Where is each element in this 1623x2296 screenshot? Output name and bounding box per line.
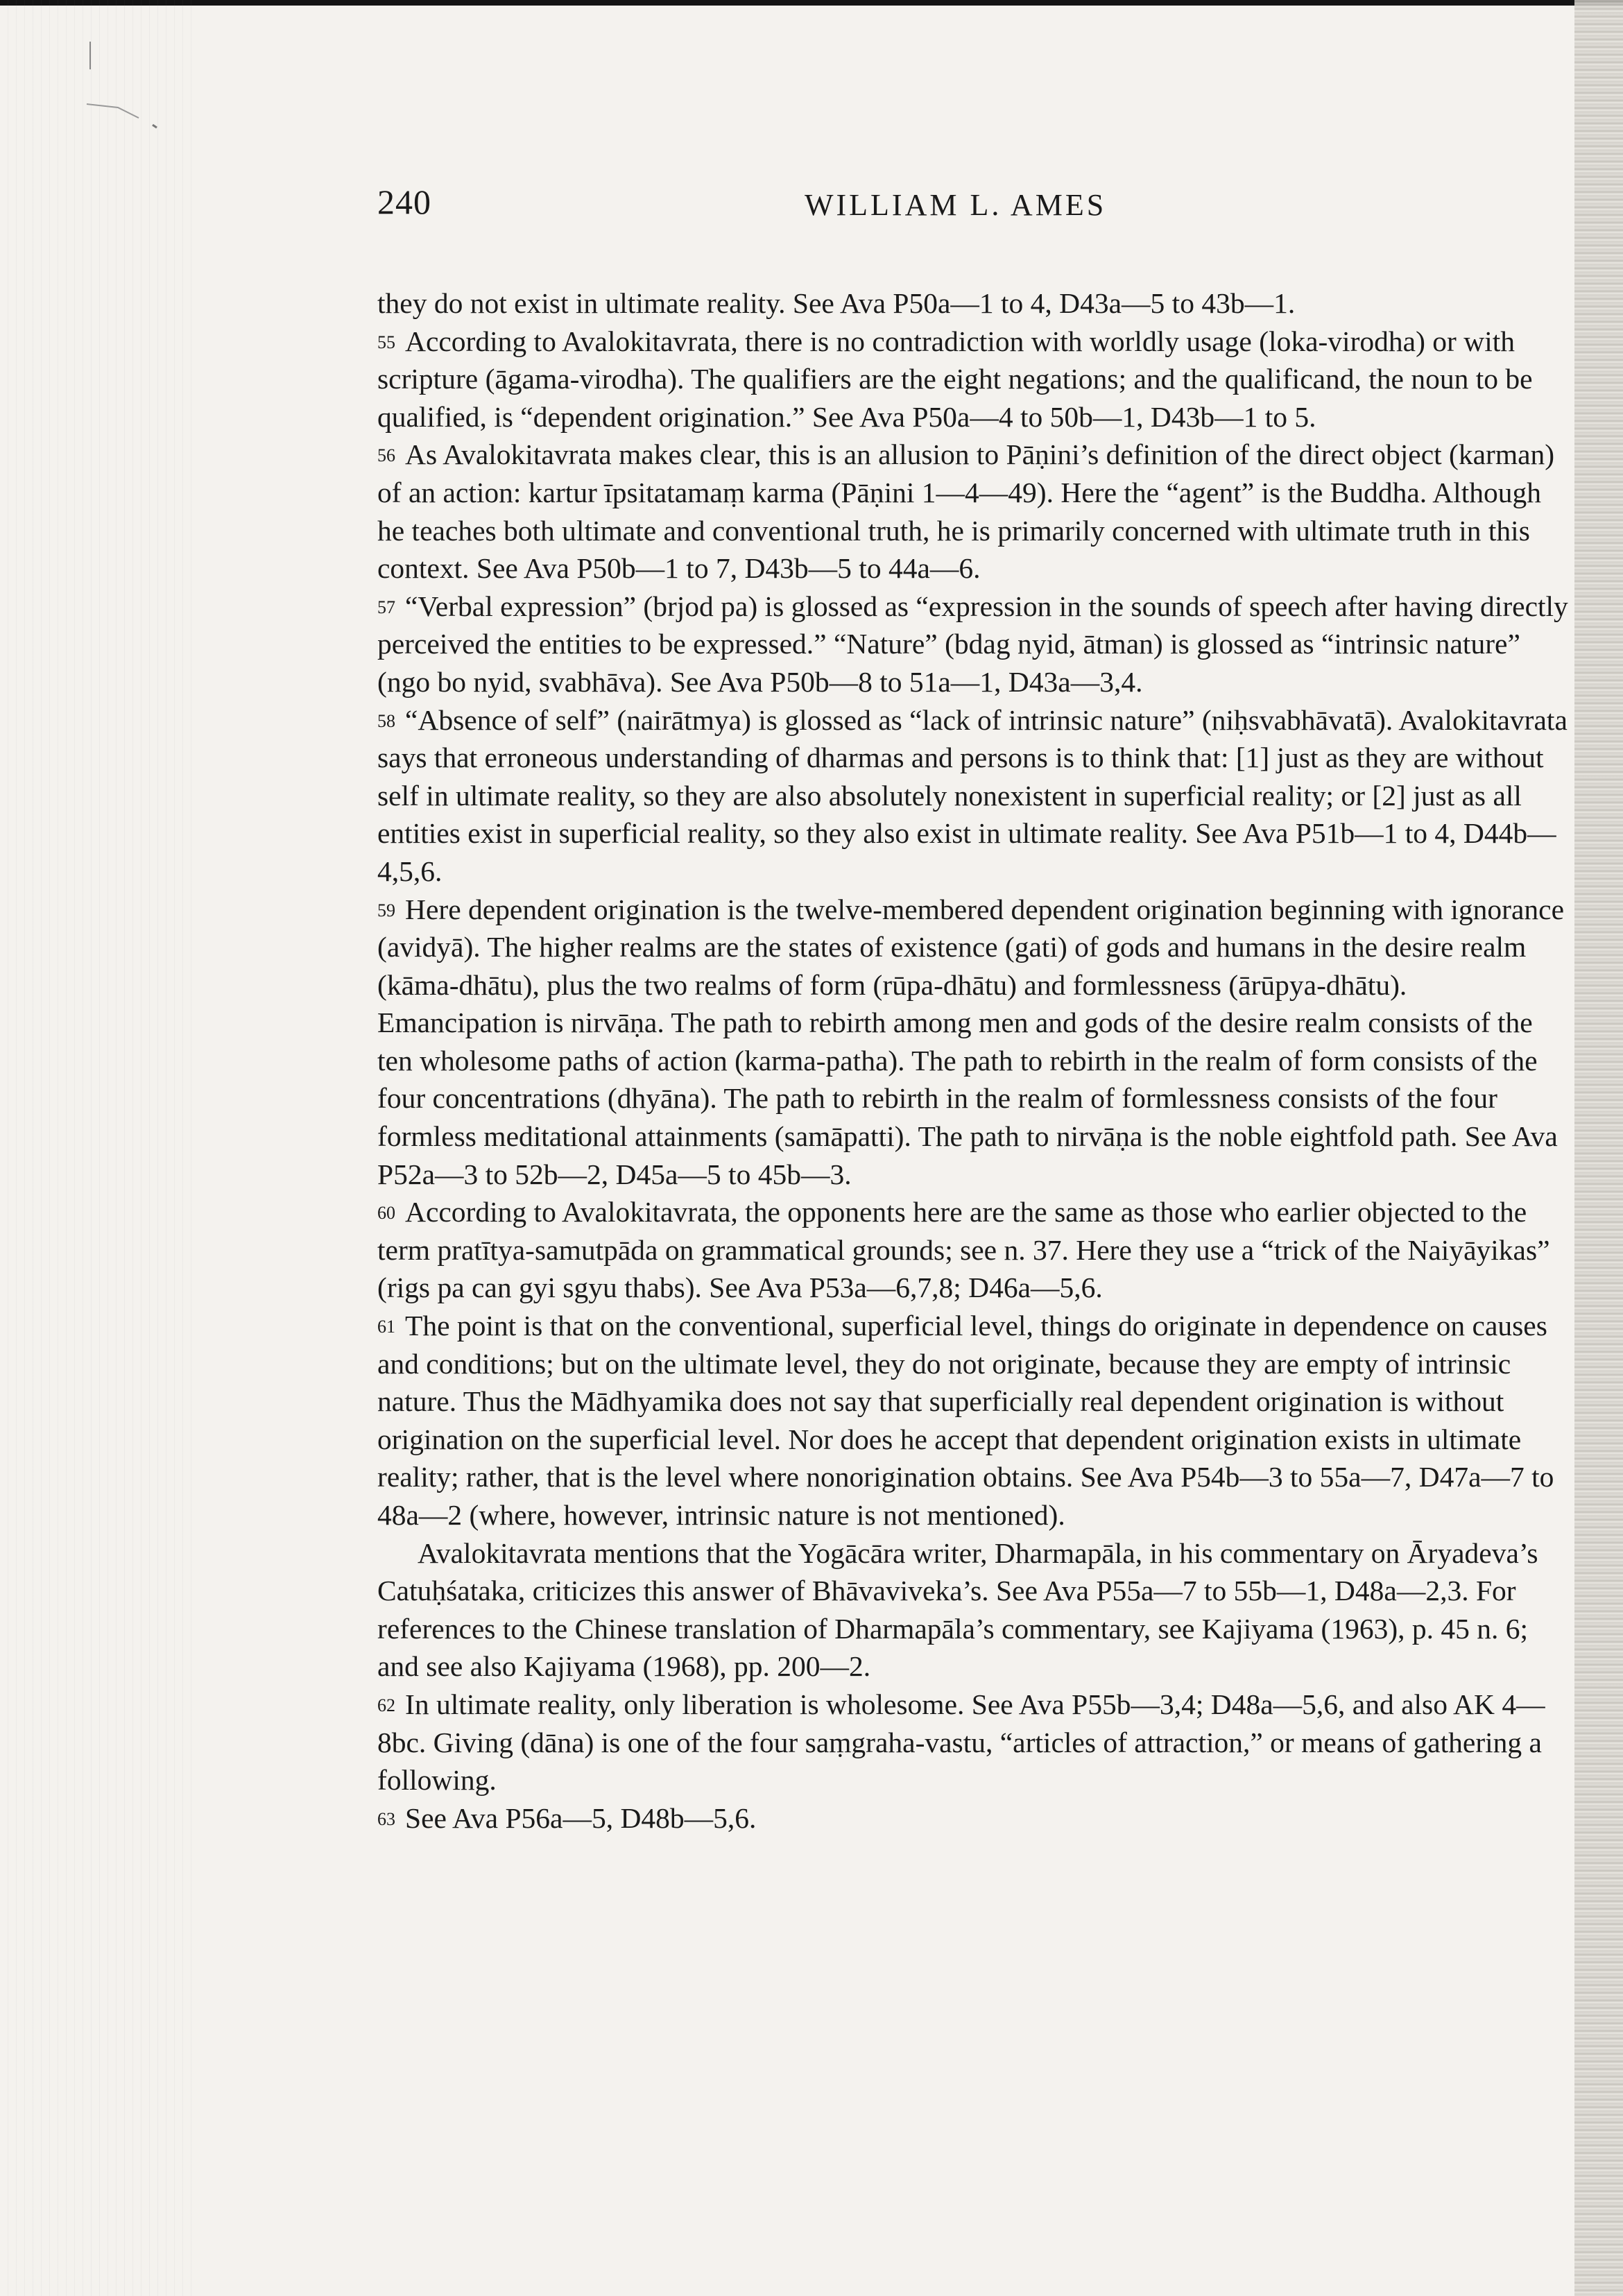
running-title: WILLIAM L. AMES (805, 188, 1107, 222)
note-number: 55 (377, 332, 395, 352)
scan-left-margin-noise (0, 0, 194, 2296)
note-text: According to Avalokitavrata, there is no contradiction with worldly usage (loka-virodha) or with scripture (āgama-virodha). The qualifiers are the eight negations; and the qualificand, the noun to be qualified, is “dependent origination.” See Ava P50a—4 to 50b—1, D43b—1 to 5. (377, 325, 1533, 433)
note-number: 58 (377, 710, 395, 731)
page-number: 240 (377, 182, 431, 221)
note-text: In ultimate reality, only liberation is wholesome. See Ava P55b—3,4; D48a—5,6, and also AK 4—8bc. Giving (dāna) is one of the four saṃgraha-vastu, “articles of attraction,” or means of gathering a following. (377, 1688, 1545, 1797)
note-text: See Ava P56a—5, D48b—5,6. (405, 1801, 757, 1834)
footnotes-body (377, 284, 1570, 1837)
running-head (0, 182, 1623, 230)
note-text: Avalokitavrata mentions that the Yogācāra writer, Dharmapāla, in his commentary on Āryadeva’s Catuḥśataka, criticizes this answer of Bhāvaviveka’s. See Ava P55a—7 to 55b—1, D48a—2,3. For references to the Chinese translation of Dharmapāla’s commentary, see Kajiyama (1963), p. 45 n. 6; and see also Kajiyama (1968), pp. 200—2. (377, 1536, 1538, 1683)
note-number: 62 (377, 1695, 395, 1715)
note-55 (377, 323, 1570, 436)
note-61 (377, 1307, 1570, 1534)
note-continuation (377, 284, 1570, 323)
note-number: 59 (377, 900, 395, 920)
note-text: “Absence of self” (nairātmya) is glossed as “lack of intrinsic nature” (niḥsvabhāvatā). Avalokitavrata says that erroneous understanding of dharmas and persons is to think that: [1] just as they are without self in ultimate reality, so they are also absolutely nonexistent in superficial reality; or [2] just as all entities exist in superficial reality, so they also exist in ultimate reality. See Ava P51b—1 to 4, D44b—4,5,6. (377, 703, 1568, 887)
note-text: As Avalokitavrata makes clear, this is an allusion to Pāṇini’s definition of the direct object (karman) of an action: kartur īpsitatamaṃ karma (Pāṇini 1—4—49). Here the “agent” is the Buddha. Although he teaches both ultimate and conventional truth, he is primarily concerned with ultimate truth in this context. See Ava P50b—1 to 7, D43b—5 to 44a—6. (377, 438, 1555, 585)
note-text: “Verbal expression” (brjod pa) is glossed as “expression in the sounds of speech after having directly perceived the entities to be expressed.” “Nature” (bdag nyid, ātman) is glossed as “intrinsic nature” (ngo bo nyid, svabhāva). See Ava P50b—8 to 51a—1, D43a—3,4. (377, 590, 1568, 698)
note-58 (377, 701, 1570, 891)
note-number: 57 (377, 597, 395, 617)
note-number: 63 (377, 1808, 395, 1829)
note-57 (377, 588, 1570, 701)
note-59 (377, 891, 1570, 1194)
note-60 (377, 1193, 1570, 1307)
note-number: 60 (377, 1203, 395, 1224)
note-63 (377, 1799, 1570, 1837)
note-61-continuation (377, 1534, 1570, 1686)
note-text: The point is that on the conventional, superficial level, things do originate in dependence on causes and conditions; but on the ultimate level, they do not originate, because they are empty of intrinsic nature. Thus the Mādhyamika does not say that superficially real dependent origination is without origination on the superficial level. Nor does he accept that dependent origination exists in ultimate reality; rather, that is the level where nonorigination obtains. See Ava P54b—3 to 55a—7, D47a—7 to 48a—2 (where, however, intrinsic nature is not mentioned). (377, 1310, 1554, 1531)
scan-top-border (0, 0, 1623, 6)
note-62 (377, 1686, 1570, 1799)
note-number: 61 (377, 1317, 395, 1337)
note-56 (377, 436, 1570, 587)
note-text: they do not exist in ultimate reality. See Ava P50a—1 to 4, D43a—5 to 43b—1. (377, 287, 1296, 319)
note-text: According to Avalokitavrata, the opponents here are the same as those who earlier objected to the term pratītya-samutpāda on grammatical grounds; see n. 37. Here they use a “trick of the Naiyāyikas” (rigs pa can gyi sgyu thabs). See Ava P53a—6,7,8; D46a—5,6. (377, 1196, 1550, 1304)
scan-right-edge (1574, 0, 1623, 2296)
margin-marks (35, 21, 173, 201)
note-number: 56 (377, 445, 395, 466)
note-text: Here dependent origination is the twelve-membered dependent origination beginning with ignorance (avidyā). The higher realms are the states of existence (gati) of gods and humans in the desire realm (kāma-dhātu), plus the two realms of form (rūpa-dhātu) and formlessness (ārūpya-dhātu). Emancipation is nirvāṇa. The path to rebirth among men and gods of the desire realm consists of the ten wholesome paths of action (karma-patha). The path to rebirth in the realm of form consists of the four concentrations (dhyāna). The path to rebirth in the realm of formlessness consists of the four formless meditational attainments (samāpatti). The path to nirvāṇa is the noble eightfold path. See Ava P52a—3 to 52b—2, D45a—5 to 45b—3. (377, 893, 1565, 1190)
